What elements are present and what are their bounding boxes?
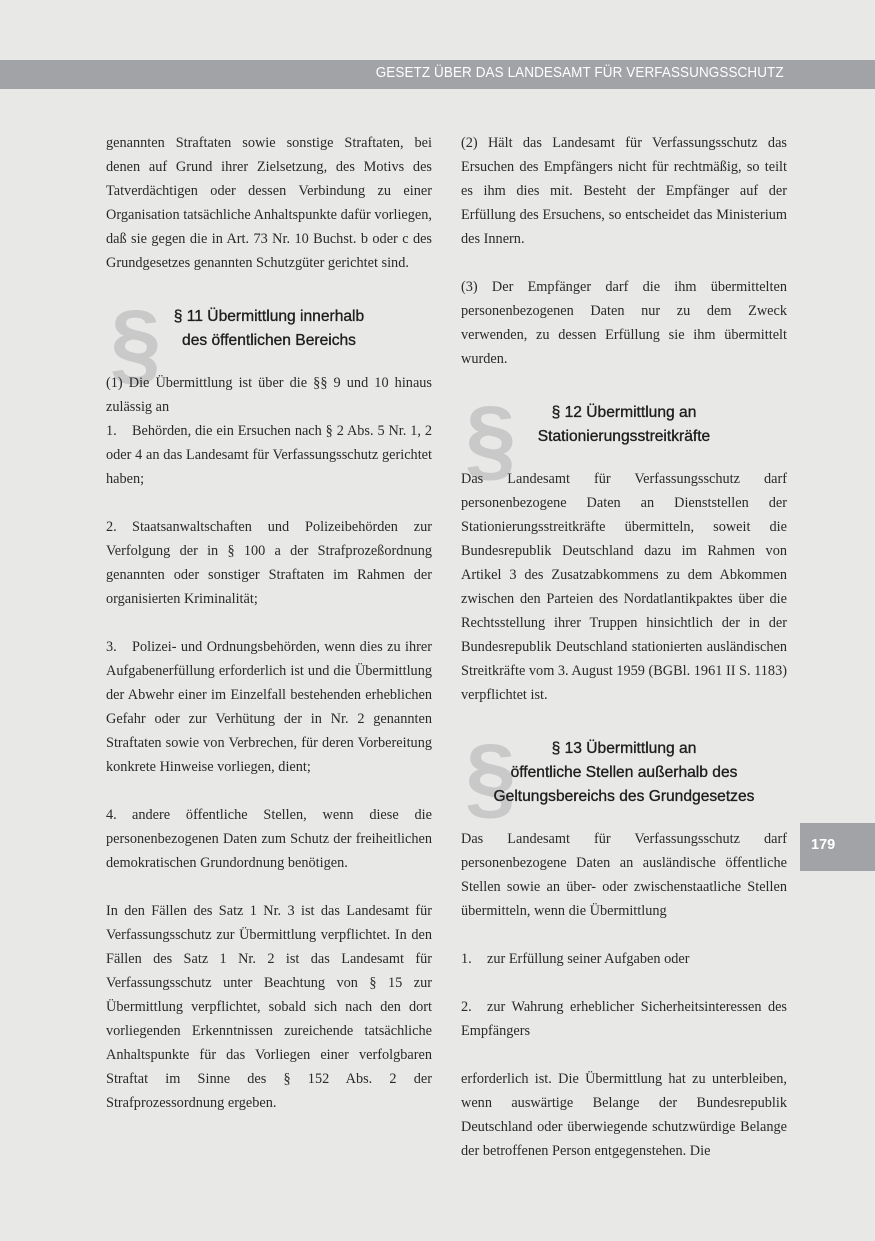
section-13-title-line3: Geltungsbereichs des Grundgesetzes (493, 788, 755, 805)
section-13-title-line2: öffentliche Stellen außerhalb des (510, 764, 738, 781)
section-12-heading (461, 388, 787, 490)
page-number: 179 (811, 837, 836, 853)
section-11-title-line1: § 11 Übermittlung innerhalb (173, 308, 365, 325)
list-item: 1. Behörden, die ein Ersuchen nach § 2 Abs. 5 Nr. 1, 2 oder 4 an das Landesamt für Verfassungsschutz gerichtet haben; (106, 423, 432, 487)
section-13-closing-paragraph: erforderlich ist. Die Übermittlung hat zu unterbleiben, wenn auswärtige Belange der Bundesrepublik Deutschland oder überwiegende schutzwürdige Belange der betroffenen Person entgegenstehen. Die (461, 1071, 787, 1159)
section-11-closing-paragraph: In den Fällen des Satz 1 Nr. 3 ist das Landesamt für Verfassungsschutz zur Übermittlung verpflichtet. In den Fällen des Satz 1 Nr. 2 ist das Landesamt für Verfassungsschutz unter Beachtung von § 15 zur Übermittlung verpflichtet, sobald sich nach den dort vorliegenden Erkenntnissen zureichende tatsächliche Anhaltspunkte für das Vorliegen einer verfolgbaren Straftat im Sinne des § 152 Abs. 2 der Strafprozessordnung ergeben. (106, 903, 432, 1111)
list-item: 2. Staatsanwaltschaften und Polizeibehörden zur Verfolgung der in § 100 a der Strafprozeßordnung genannten oder sonstiger Straftaten im Rahmen der organisierten Kriminalität; (106, 519, 432, 607)
section-13-title-line1: § 13 Übermittlung an (551, 740, 697, 757)
right-column (461, 131, 787, 1163)
section-11-title-line2: des öffentlichen Bereichs (182, 332, 356, 349)
list-item: 3. Polizei- und Ordnungsbehörden, wenn dies zu ihrer Aufgabenerfüllung erforderlich ist und die Übermittlung der Abwehr einer im Einzelfall bestehenden erheblichen Gefahr oder zur Verhütung der in Nr. 2 genannten Straftaten sowie von Verbrechen, für deren Vorbereitung konkrete Hinweise vorliegen, dient; (106, 639, 432, 775)
section-11-para-1: (1) Die Übermittlung ist über die §§ 9 und 10 hinaus zulässig an (106, 375, 432, 415)
list-item: 4. andere öffentliche Stellen, wenn diese die personenbezogenen Daten zum Schutz der freiheitlichen demokratischen Grundordnung benötigen. (106, 807, 432, 871)
running-header-title: GESETZ ÜBER DAS LANDESAMT FÜR VERFASSUNGSSCHUTZ (376, 65, 784, 81)
section-12-body: Das Landesamt für Verfassungsschutz darf personenbezogene Daten an Dienststellen der Stationierungsstreitkräfte übermitteln, soweit die Bundesrepublik Deutschland dazu im Rahmen von Artikel 3 des Zusatzabkommens zu dem Abkommen zwischen den Parteien des Nordatlantikpaktes über die Rechtsstellung ihrer Truppen hinsichtlich der in der Bundesrepublik Deutschland stationierten ausländischen Streitkräfte vom 3. August 1959 (BGBl. 1961 II S. 1183) verpflichtet ist. (461, 471, 787, 703)
section-mark-icon: § (465, 388, 517, 490)
running-header (0, 60, 875, 89)
section-13-body: Das Landesamt für Verfassungsschutz darf personenbezogene Daten an ausländische öffentliche Stellen sowie an über- oder zwischenstaatliche Stellen übermitteln, wenn die Übermittlung (461, 831, 787, 919)
para-2: (2) Hält das Landesamt für Verfassungsschutz das Ersuchen des Empfängers nicht für rechtmäßig, so teilt es ihm dies mit. Besteht der Empfänger auf der Erfüllung des Ersuchens, so entscheidet das Ministerium des Innern. (461, 135, 787, 247)
intro-paragraph: genannten Straftaten sowie sonstige Straftaten, bei denen auf Grund ihrer Zielsetzung, des Motivs des Tatverdächtigen oder dessen Verbindung zu einer Organisation tatsächliche Anhaltspunkte dafür vorliegen, daß sie gegen die in Art. 73 Nr. 10 Buchst. b oder c des Grundgesetzes genannten Schutzgüter gerichtet sind. (106, 135, 432, 271)
left-column (106, 131, 432, 1115)
section-12-title-line2: Stationierungsstreitkräfte (537, 428, 711, 445)
page-number-tab (800, 823, 875, 871)
list-item: 2. zur Wahrung erheblicher Sicherheitsinteressen des Empfängers (461, 999, 787, 1039)
list-item: 1. zur Erfüllung seiner Aufgaben oder (461, 951, 690, 967)
section-12-title-line1: § 12 Übermittlung an (551, 404, 697, 421)
section-mark-icon: § (110, 292, 162, 394)
section-13-heading (461, 726, 787, 828)
section-mark-icon: § (465, 726, 517, 828)
section-11-heading (106, 292, 432, 394)
para-3: (3) Der Empfänger darf die ihm übermittelten personenbezogenen Daten nur zu dem Zweck verwenden, zu dessen Erfüllung sie ihm übermittelt wurden. (461, 279, 787, 367)
